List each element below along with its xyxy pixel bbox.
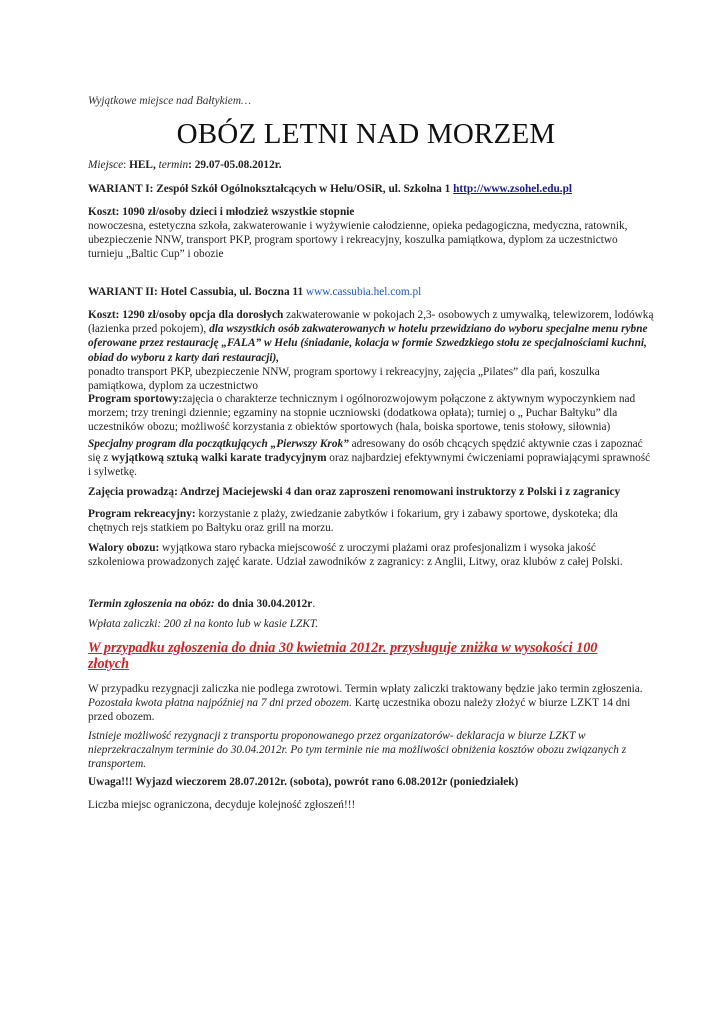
- term-label: termin: [158, 159, 189, 171]
- variant-2-link[interactable]: www.cassubia.hel.com.pl: [305, 286, 422, 298]
- recreation-program-label: Program rekreacyjny:: [88, 508, 196, 520]
- deposit-info: Wpłata zaliczki: 200 zł na konto lub w kasie LZKT.: [88, 618, 319, 630]
- discount-notice: W przypadku zgłoszenia do dnia 30 kwietnia 2012r. przysługuje zniżka w wysokości 100 złotych: [88, 640, 598, 672]
- beginners-program-label: Specjalny program dla początkujących „Pierwszy Krok”: [88, 438, 349, 450]
- instructors-line: Zajęcia prowadzą: Andrzej Maciejewski 4 dan oraz zaproszeni renomowani instruktorzy z Polski i z zagranicy: [88, 486, 621, 498]
- variant-1-heading: WARIANT I: Zespół Szkół Ogólnokształcących w Helu/OSiR, ul. Szkolna 1 http://www.zsohel.edu.pl: [88, 183, 573, 195]
- variant-2-heading: WARIANT II: Hotel Cassubia, ul. Boczna 11 www.cassubia.hel.com.pl: [88, 286, 422, 298]
- limited-places-note: Liczba miejsc ograniczona, decyduje kolejność zgłoszeń!!!: [88, 799, 356, 811]
- place-line: Miejsce: HEL, termin: 29.07-05.08.2012r.: [88, 159, 282, 171]
- departure-notice: Uwaga!!! Wyjazd wieczorem 28.07.2012r. (sobota), powrót rano 6.08.2012r (poniedziałek): [88, 776, 519, 788]
- sports-program: Program sportowy:zajęcia o charakterze technicznym i ogólnorozwojowym połączone z aktywnym wypoczynkiem nad morzem; trzy treningi dziennie; egzaminy na stopnie uczniowski (dodatkowa opłata); turniej o „ Puchar Bałtyku” dla uczestników obozu; możliwość korzystania z obiektów sportowych (hala, boiska sportowe, tenis stołowy, siłownia): [88, 393, 636, 434]
- beginners-program: Specjalny program dla początkujących „Pierwszy Krok” adresowany do osób chcących spędzić aktywnie czas i zapoznać się z wyjątkową sztuką walki karate tradycyjnym oraz najbardziej efektywnymi ćwiczeniami poprawiającymi sprawność i sylwetkę.: [88, 438, 651, 479]
- place-value: HEL,: [129, 159, 159, 171]
- page-title: OBÓZ LETNI NAD MORZEM: [176, 118, 556, 150]
- camp-advantages: Walory obozu: wyjątkowa staro rybacka miejscowość z uroczymi plażami oraz profesjonalizm i wysoka jakość szkoleniowa prowadzonych zajęć karate. Udział zawodników z zagranicy: z Anglii, Litwy, oraz klubów z całej Polski.: [88, 542, 623, 569]
- variant-1-cost: Koszt: 1090 zł/osoby dzieci i młodzież wszystkie stopnie: [88, 206, 355, 218]
- camp-advantages-label: Walory obozu:: [88, 542, 160, 554]
- term-value: : 29.07-05.08.2012r.: [188, 159, 282, 171]
- recreation-program: Program rekreacyjny: korzystanie z plaży, zwiedzanie zabytków i fokarium, gry i zabawy sportowe, dyskoteka; dla chętnych rejs statkiem po Bałtyku oraz grill na morzu.: [88, 508, 618, 535]
- variant-1-description: nowoczesna, estetyczna szkoła, zakwaterowanie i wyżywienie całodzienne, opieka pedagogiczna, medyczna, ratownik, ubezpieczenie NNW, transport PKP, program sportowy i rekreacyjny, koszulka pamiątkowa, dyplom za uczestnictwo turnieju „Baltic Cup” i obozie: [88, 220, 628, 261]
- cancellation-info: W przypadku rezygnacji zaliczka nie podlega zwrotowi. Termin wpłaty zaliczki traktowany będzie jako termin zgłoszenia. Pozostała kwota płatna najpóźniej na 7 dni przed obozem. Kartę uczestnika obozu należy złożyć w biurze LZKT 14 dni przed obozem.: [88, 683, 643, 724]
- transport-resignation-info: Istnieje możliwość rezygnacji z transportu proponowanego przez organizatorów- deklaracja w biurze LZKT w nieprzekraczalnym terminie do 30.04.2012r. Po tym terminie nie ma możliwości obniżenia kosztów obozu związanych z transportem.: [88, 730, 627, 771]
- variant-2-description: Koszt: 1290 zł/osoby opcja dla dorosłych zakwaterowanie w pokojach 2,3- osobowych z umywalką, telewizorem, lodówką (łazienka przed pokojem), dla wszystkich osób zakwaterowanych w hotelu przewidziano do wyboru specjalne menu rybne oferowane przez restaurację „FALA” w Helu (śniadanie, kolacja w formie Szwedzkiego stołu ze specjalnościami kuchni, obiad do wyboru z karty dań restauracji), ponadto transport PKP, ubezpieczenie NNW, program sportowy i rekreacyjny, zajęcia „Pilates” dla pań, koszulka pamiątkowa, dyplom za uczestnictwo: [88, 309, 654, 393]
- registration-deadline: Termin zgłoszenia na obóz: do dnia 30.04.2012r.: [88, 598, 316, 610]
- sports-program-label: Program sportowy:: [88, 393, 183, 405]
- variant-1-link[interactable]: http://www.zsohel.edu.pl: [453, 183, 573, 195]
- intro-text: Wyjątkowe miejsce nad Bałtykiem…: [88, 95, 252, 107]
- place-label: Miejsce: [88, 159, 124, 171]
